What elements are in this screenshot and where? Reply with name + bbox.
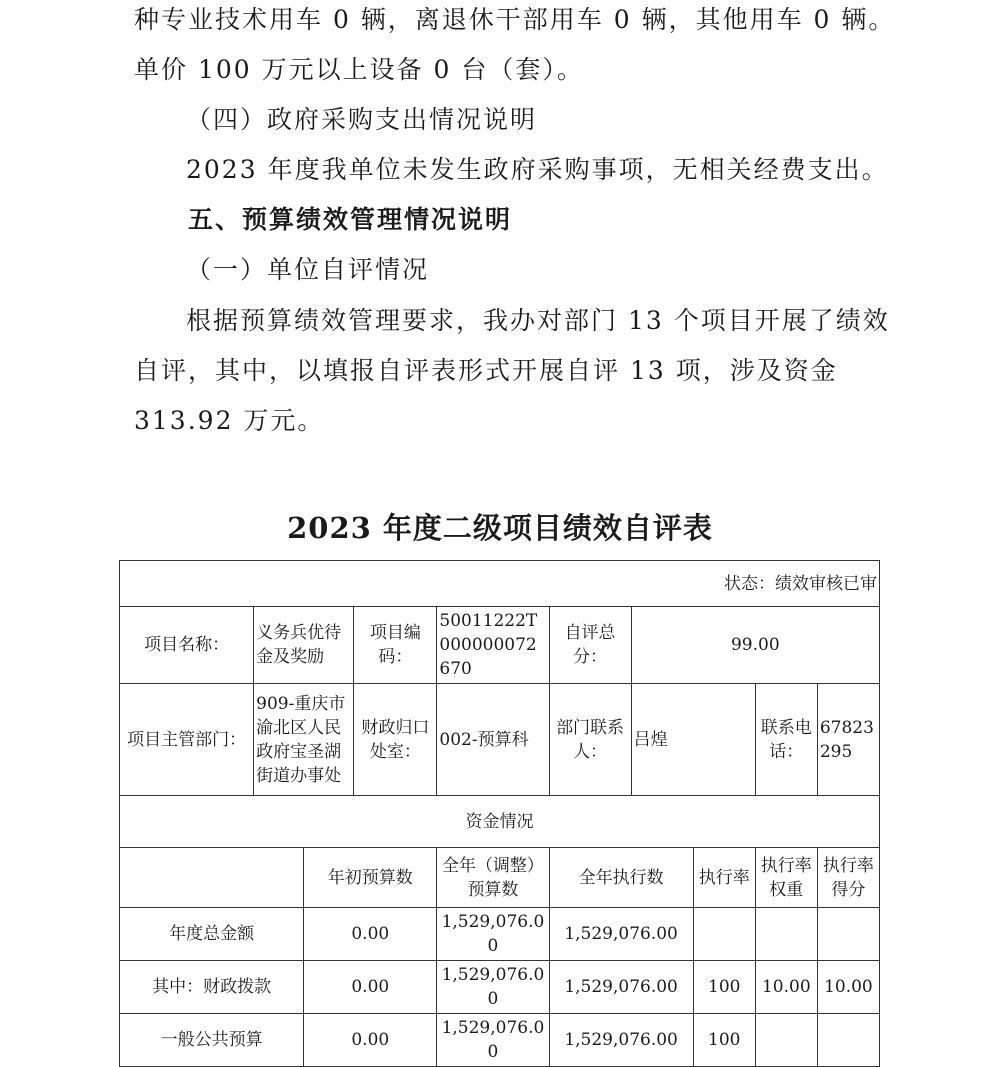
funds-header: 资金情况 [120, 796, 880, 848]
cell-adjusted-budget: 1,529,076.00 [437, 1014, 549, 1067]
funds-header-row [120, 796, 880, 848]
cell-exec-rate [693, 908, 755, 961]
status-cell: 状态：绩效审核已审 [120, 561, 880, 607]
self-score-value: 99.00 [631, 607, 879, 684]
cell-exec-rate: 100 [693, 961, 755, 1014]
project-info-row [120, 607, 880, 684]
cell-exec-rate: 100 [693, 1014, 755, 1067]
column-header: 全年（调整）预算数 [437, 848, 549, 908]
paragraph-text: 自评，其中，以填报自评表形式开展自评 13 项，涉及资金 [134, 356, 838, 385]
department-row [120, 684, 880, 796]
project-code-value: 50011222T000000072670 [437, 607, 549, 684]
cell-rate-weight [755, 908, 817, 961]
table-row [120, 908, 880, 961]
heading-text: 五、预算绩效管理情况说明 [188, 205, 513, 234]
cell-rate-weight [755, 1014, 817, 1067]
row-label: 一般公共预算 [120, 1014, 304, 1067]
paragraph-text: 2023 年度我单位未发生政府采购事项，无相关经费支出。 [186, 155, 889, 184]
heading-text: （四）政府采购支出情况说明 [186, 105, 538, 134]
self-score-label: 自评总分： [549, 607, 631, 684]
column-header: 执行率 [693, 848, 755, 908]
phone-label: 联系电话： [755, 684, 817, 796]
cell-rate-score [817, 1014, 879, 1067]
paragraph-text: 单价 100 万元以上设备 0 台（套）。 [134, 55, 584, 84]
column-header-row [120, 848, 880, 908]
cell-initial-budget: 0.00 [304, 1014, 437, 1067]
status-row [120, 561, 880, 607]
contact-label: 部门联系人： [549, 684, 631, 796]
column-header: 全年执行数 [549, 848, 693, 908]
heading-text: （一）单位自评情况 [186, 255, 430, 284]
project-name-value: 义务兵优待金及奖励 [254, 607, 354, 684]
column-header [120, 848, 304, 908]
paragraph-line-2 [0, 55, 1000, 85]
dept-label: 项目主管部门： [120, 684, 254, 796]
cell-adjusted-budget: 1,529,076.00 [437, 961, 549, 1014]
row-label: 其中：财政拨款 [120, 961, 304, 1014]
cell-executed: 1,529,076.00 [549, 961, 693, 1014]
evaluation-table [119, 560, 880, 1067]
paragraph-line-5 [0, 356, 1000, 386]
paragraph-line-1 [0, 5, 1000, 35]
dept-value: 909-重庆市渝北区人民政府宝圣湖街道办事处 [254, 684, 354, 796]
row-label: 年度总金额 [120, 908, 304, 961]
paragraph-line-6 [0, 406, 1000, 436]
column-header: 年初预算数 [304, 848, 437, 908]
table-row [120, 961, 880, 1014]
section-heading-5 [0, 205, 1000, 235]
paragraph-line-3 [0, 155, 1000, 185]
cell-rate-score: 10.00 [817, 961, 879, 1014]
table-title: 2023 年度二级项目绩效自评表 [287, 511, 713, 545]
cell-initial-budget: 0.00 [304, 961, 437, 1014]
paragraph-line-4 [0, 306, 1000, 336]
project-name-label: 项目名称： [120, 607, 254, 684]
phone-value: 67823295 [817, 684, 879, 796]
paragraph-text: 种专业技术用车 0 辆，离退休干部用车 0 辆，其他用车 0 辆。 [134, 5, 896, 34]
paragraph-text: 313.92 万元。 [134, 406, 325, 435]
cell-initial-budget: 0.00 [304, 908, 437, 961]
finance-value: 002-预算科 [437, 684, 549, 796]
cell-executed: 1,529,076.00 [549, 908, 693, 961]
subsection-heading-1 [0, 255, 1000, 285]
table-row [120, 1014, 880, 1067]
section-heading-4 [0, 105, 1000, 135]
project-code-label: 项目编码： [354, 607, 437, 684]
column-header: 执行率权重 [755, 848, 817, 908]
paragraph-text: 根据预算绩效管理要求，我办对部门 13 个项目开展了绩效 [186, 306, 890, 335]
finance-label: 财政归口处室： [354, 684, 437, 796]
cell-rate-score [817, 908, 879, 961]
cell-executed: 1,529,076.00 [549, 1014, 693, 1067]
cell-rate-weight: 10.00 [755, 961, 817, 1014]
contact-value: 吕煌 [631, 684, 755, 796]
cell-adjusted-budget: 1,529,076.00 [437, 908, 549, 961]
column-header: 执行率得分 [817, 848, 879, 908]
